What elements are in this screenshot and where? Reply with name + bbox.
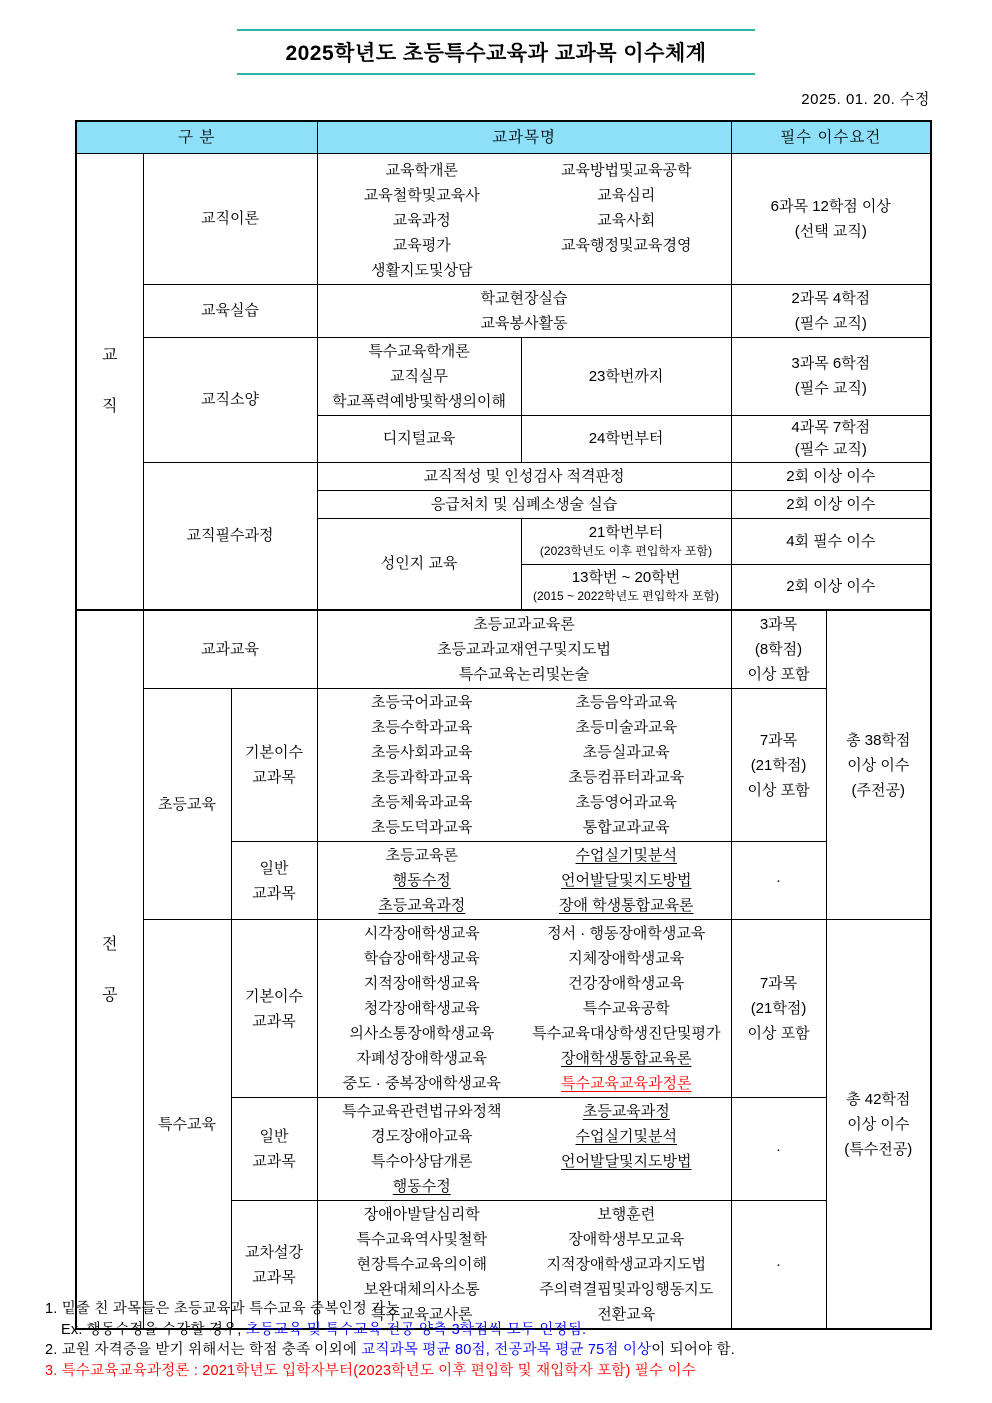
courses-soyang-2 [317, 415, 521, 462]
curriculum-table [75, 120, 932, 1330]
course-item: 초등미술과교육 [575, 719, 677, 736]
req-line: 7과목 [759, 731, 798, 749]
req-soyang-2 [731, 415, 931, 462]
header-course: 교과목명 [317, 121, 731, 153]
course-item: 수업실기및분석 [575, 1128, 677, 1145]
course-item: 교육철학및교육사 [363, 186, 480, 204]
req-line: (선택 교직) [794, 222, 867, 240]
footnote-2 [45, 1340, 965, 1361]
label-elementary-general [231, 842, 317, 920]
label-required-course: 교직필수과정 [143, 462, 317, 610]
course-item: 정서 · 행동장애학생교육 [547, 925, 706, 942]
label-elementary-basic [231, 689, 317, 842]
course-item: 전환교육 [597, 1306, 656, 1323]
label-line: 일반 [259, 1128, 289, 1145]
course-item: 지적장애학생교과지도법 [546, 1256, 706, 1273]
course-item: 특수아상담개론 [371, 1153, 473, 1170]
req-line: 이상 포함 [747, 666, 810, 683]
cohort-gender-2 [521, 564, 731, 610]
footnote-3 [45, 1361, 965, 1382]
course-item: 청각장애학생교육 [363, 1000, 480, 1017]
footnote-1-text: 1. 밑줄 친 과목들은 초등교육과 특수교육 중복인정 가능 [45, 1301, 400, 1317]
group-major [76, 610, 143, 1329]
course-item: 초등음악과교육 [575, 694, 677, 711]
courses-elementary-general [317, 842, 731, 920]
row-theory [76, 153, 931, 284]
course-item: 초등체육과교육 [371, 794, 473, 811]
footnote-1-example-blue: 초등교육 및 특수교육 전공 양측 3학점씩 모두 인정됨. [245, 1321, 587, 1338]
courses-special-general [317, 1098, 731, 1201]
req-line: (8학점) [754, 641, 803, 658]
label-line: 기본이수 [245, 987, 303, 1005]
course-item: 특수교육공학 [582, 1000, 670, 1017]
course-item: 교육방법및교육공학 [561, 161, 692, 179]
req-soyang-1 [731, 337, 931, 415]
course-item: 초등실과교육 [582, 744, 670, 761]
course-item: 학교현장실습 [480, 289, 568, 307]
label-gender-edu: 성인지 교육 [317, 518, 521, 610]
courses-theory [317, 153, 731, 284]
label-special-basic [231, 920, 317, 1098]
header-category: 구 분 [76, 121, 317, 153]
req-line: (21학점) [750, 756, 807, 774]
req-line: (21학점) [750, 1000, 807, 1017]
course-item: 초등교과교재연구및지도법 [437, 641, 611, 658]
course-firstaid: 응급처치 및 심폐소생술 실습 [317, 490, 731, 518]
course-item: 학습장애학생교육 [363, 950, 480, 967]
req-special-general: · [731, 1098, 826, 1201]
footnote-3-text: 3. 특수교육교육과정론 : 2021학년도 입학자부터(2023학년도 이후 편입학 및 재입학자 포함) 필수 이수 [45, 1362, 696, 1379]
course-item: 보완대체의사소통 [363, 1281, 480, 1298]
label-line: 교과목 [252, 1012, 296, 1030]
course-item: 주의력결핍및과잉행동지도 [539, 1281, 714, 1298]
course-item: 초등교육과정 [378, 897, 466, 914]
row-aptitude [76, 462, 931, 490]
cohort-soyang-2: 24학번부터 [521, 415, 731, 462]
course-item: 행동수정 [392, 872, 451, 889]
footnote-1 [45, 1299, 965, 1320]
courses-elementary-basic [317, 689, 731, 842]
course-item: 초등과학과교육 [371, 769, 473, 786]
req-line: 이상 이수 [847, 756, 910, 774]
req-aptitude: 2회 이상 이수 [731, 462, 931, 490]
req-line: 6과목 12학점 이상 [770, 197, 891, 215]
course-item: 생활지도및상담 [371, 261, 473, 279]
course-item: 장애학생부모교육 [568, 1231, 685, 1248]
footnote-1-example [45, 1320, 965, 1341]
label-theory: 교직이론 [143, 153, 317, 284]
req-special-basic [731, 920, 826, 1098]
req-subject-edu [731, 610, 826, 689]
req-line: 이상 포함 [747, 1025, 810, 1042]
course-item: 교육과정 [392, 211, 451, 229]
courses-practicum [317, 284, 731, 337]
course-item: 교육행정및교육경영 [561, 236, 692, 254]
course-item: 특수교육역사및철학 [356, 1231, 487, 1248]
course-item: 장애 학생통합교육론 [558, 897, 694, 914]
course-item: 디지털교육 [382, 430, 456, 447]
label-special-general [231, 1098, 317, 1201]
course-item: 특수교육학개론 [368, 342, 470, 360]
req-line: 총 42학점 [846, 1090, 911, 1108]
req-line: 7과목 [759, 975, 798, 992]
course-item: 교직실무 [390, 367, 448, 385]
courses-soyang-1 [317, 337, 521, 415]
row-practicum [76, 284, 931, 337]
course-item: 지체장애학생교육 [568, 950, 685, 967]
course-item: 보행훈련 [597, 1206, 656, 1223]
course-item: 의사소통장애학생교육 [349, 1025, 495, 1042]
course-item: 초등수학과교육 [371, 719, 473, 736]
course-item: 지적장애학생교육 [363, 975, 480, 992]
label-practicum: 교육실습 [143, 284, 317, 337]
course-item: 특수교육논리및논술 [458, 666, 590, 683]
course-item: 특수교육관련법규와정책 [342, 1103, 502, 1120]
label-line: 교과목 [252, 1268, 296, 1286]
course-item: 초등국어과교육 [371, 694, 473, 711]
group-major-char: 공 [102, 986, 118, 1004]
req-elementary-basic [731, 689, 826, 842]
label-line: 교차설강 [245, 1243, 303, 1261]
row-soyang-1 [76, 337, 931, 415]
course-item: 언어발달및지도방법 [561, 1153, 692, 1170]
req-line: 총 38학점 [846, 731, 911, 749]
group-teaching-char: 교 [102, 347, 118, 365]
req-line: 3과목 [759, 616, 798, 633]
label-line: 교과목 [252, 1153, 296, 1170]
course-item: 초등교과교육론 [473, 616, 575, 633]
course-item: 교육평가 [392, 236, 451, 254]
req-line: (필수 교직) [794, 440, 867, 458]
footnotes [45, 1299, 965, 1381]
req-practicum [731, 284, 931, 337]
req-line: 2과목 4학점 [791, 289, 871, 307]
course-item: 언어발달및지도방법 [561, 872, 692, 889]
req-total-special [826, 920, 931, 1330]
req-gender-2: 2회 이상 이수 [731, 564, 931, 610]
group-teaching [76, 153, 143, 610]
req-line: 이상 이수 [847, 1115, 910, 1133]
course-item: 장애학생통합교육론 [561, 1050, 692, 1067]
course-item: 통합교과교육 [582, 819, 670, 836]
course-item: 학교폭력예방및학생의이해 [332, 392, 506, 410]
req-line: (특수전공) [844, 1140, 913, 1158]
cohort-line: 21학번부터 [588, 523, 664, 541]
label-elementary: 초등교육 [143, 689, 231, 920]
req-line: 4과목 7학점 [791, 418, 871, 436]
course-item: 시각장애학생교육 [363, 925, 480, 942]
req-line: (필수 교직) [794, 314, 867, 332]
course-item: 교육학개론 [385, 161, 458, 179]
req-line: 3과목 6학점 [791, 355, 871, 372]
cohort-soyang-1: 23학번까지 [521, 337, 731, 415]
course-item-highlighted: 특수교육교육과정론 [561, 1075, 692, 1092]
footnote-1-example-black: Ex. 행동수정을 수강할 경우, [61, 1321, 246, 1338]
label-soyang: 교직소양 [143, 337, 317, 462]
course-item: 교육사회 [597, 211, 656, 229]
req-special-cross: · [731, 1201, 826, 1330]
cohort-subline: (2023학년도 이후 편입학자 포함) [539, 543, 713, 558]
label-special: 특수교육 [143, 920, 231, 1330]
course-item: 교육심리 [597, 186, 656, 204]
page-title: 2025학년도 초등특수교육과 교과목 이수체계 [285, 42, 707, 65]
course-item: 특수교육교사론 [371, 1306, 473, 1323]
req-elementary-general: · [731, 842, 826, 920]
req-line: (주전공) [851, 781, 905, 799]
row-subject-edu [76, 610, 931, 689]
course-item: 수업실기및분석 [575, 847, 677, 864]
course-item: 초등교육론 [385, 847, 458, 864]
footnote-2-blue: 교직과목 평균 80점, 전공과목 평균 75점 이상 [361, 1342, 652, 1358]
course-item: 중도 · 중복장애학생교육 [342, 1075, 501, 1092]
course-item: 초등사회과교육 [371, 744, 473, 761]
cohort-gender-1 [521, 518, 731, 564]
course-item: 건강장애학생교육 [568, 975, 685, 992]
course-item: 장애아발달심리학 [363, 1206, 480, 1223]
course-item: 초등컴퓨터과교육 [568, 769, 685, 786]
header-requirement: 필수 이수요건 [731, 121, 931, 153]
revision-date: 2025. 01. 20. 수정 [801, 91, 930, 108]
course-item: 초등교육과정 [582, 1103, 670, 1120]
req-line: (필수 교직) [794, 380, 867, 397]
courses-special-basic [317, 920, 731, 1098]
req-line: 이상 포함 [747, 781, 810, 799]
req-firstaid: 2회 이상 이수 [731, 490, 931, 518]
cohort-line: 13학번 ~ 20학번 [571, 569, 681, 587]
req-total-elementary [826, 610, 931, 920]
cohort-subline: (2015 ~ 2022학년도 편입학자 포함) [532, 589, 720, 604]
label-line: 일반 [259, 859, 289, 877]
label-subject-edu: 교과교육 [143, 610, 317, 689]
label-line: 교과목 [252, 769, 296, 786]
table-header-row [76, 121, 931, 153]
course-item: 초등영어과교육 [575, 794, 677, 811]
course-item: 경도장애아교육 [371, 1128, 473, 1145]
footnote-2-black-2: 이 되어야 함. [651, 1342, 735, 1358]
row-elementary-basic [76, 689, 931, 842]
req-gender-1: 4회 필수 이수 [731, 518, 931, 564]
req-theory [731, 153, 931, 284]
course-aptitude: 교직적성 및 인성검사 적격판정 [317, 462, 731, 490]
label-line: 교과목 [252, 884, 296, 902]
course-item: 특수교육대상학생진단및평가 [532, 1025, 721, 1042]
course-item: 현장특수교육의이해 [356, 1256, 487, 1273]
title-block [237, 29, 755, 75]
group-major-char: 전 [102, 935, 118, 953]
course-item: 자폐성장애학생교육 [356, 1050, 487, 1067]
course-item: 초등도덕과교육 [371, 819, 473, 836]
courses-subject-edu [317, 610, 731, 689]
course-item: 행동수정 [392, 1178, 451, 1195]
course-item: 교육봉사활동 [480, 314, 568, 332]
footnote-2-black-1: 2. 교원 자격증을 받기 위해서는 학점 충족 이외에 [45, 1342, 362, 1358]
group-teaching-char: 직 [102, 398, 118, 416]
label-line: 기본이수 [245, 744, 303, 761]
row-special-basic [76, 920, 931, 1098]
